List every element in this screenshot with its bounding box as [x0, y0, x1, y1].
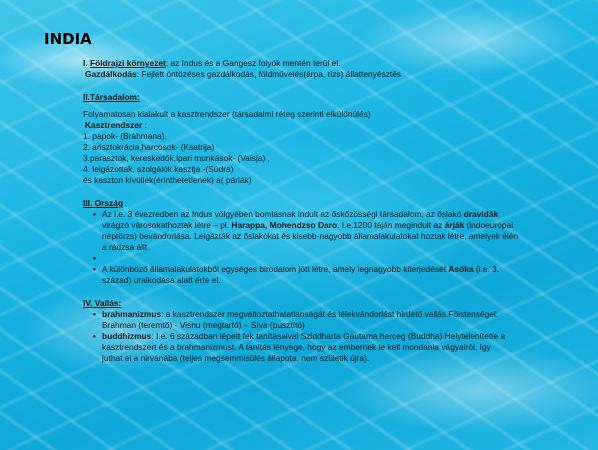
kaszt-label: Kasztrendszer — [85, 120, 143, 130]
list-item: • Az i.e. 3 évezredben az Indus völgyében bomlásnak indult az őskőzösségi társadalom, az őslakó dravidák virágzó városokathoztak létre – pl. Harappa, Mohendzso Daro. I.e.1200 táján megindult az árják (indoeurópai néptörzs) bevándorlása. Leigázták az őslakókat és kisebb-nagyobb államalakulatokat hoztak létre, amelyek élén a rádzsa állt. — [93, 209, 523, 253]
kaszt-item: 3.parasztok, kereskedők,ipari munkások- (Vaisja) , — [83, 153, 270, 163]
kaszt-colon: : — [142, 120, 147, 130]
section1-number: I. — [83, 58, 88, 68]
kaszt-item: 4. leigázottak, szolgálók kasztja -(Súdra) — [83, 164, 234, 174]
geo-text: : az Indus és a Gangesz folyók mentén terül el. — [165, 58, 341, 68]
religion-list — [83, 309, 513, 364]
slide-content — [83, 58, 543, 364]
econ-label: Gazdálkodás — [85, 69, 137, 79]
page-title: INDIA — [44, 30, 92, 48]
kaszt-item: és kaszton kívüliek(érinthetetlenek) a( páriák) — [83, 175, 252, 185]
section3-heading: III. Ország — [83, 198, 124, 208]
section2-heading: II.Társadalom: — [83, 92, 140, 102]
list-item: • A különböző államalakulatokból egységes birodalom jött létre, amely legnagyobb kiterjedését Asóka (i.e. 3. század) uralkodása alatt érte el. — [93, 264, 523, 286]
kaszt-line — [83, 120, 543, 131]
list-item: • buddhizmus: I.e. 6 században lépett fek tanításaival Sziddharta Gautama herceg (Buddha).Helytelenítette a kasztrendszert és a brahmanizmust. A tanítás lényege, hogy az embernek le kell mondania vágyairól, így juthat el a nirvánába (teljes megsemmisülés állapota, nem születik újra). — [93, 331, 513, 364]
list-item: • brahmanizmus: a kasztrendszer megváltoztathatatlanságát és lélekvándorlást hirdető vallás.Főistenségei: Brahman (teremtő) - Visnu (megtartó) – Síva (pusztító) — [93, 309, 513, 331]
list-item-empty — [93, 253, 523, 264]
geo-label: Földrajzi környezet — [89, 58, 166, 68]
society-intro: Folyamatosan kialakult a kasztrendszer (társadalmi réteg szerinti elkülönülés) — [83, 109, 371, 119]
econ-text: : Fejlett öntözéses gazdálkodás, földművelés(árpa, rizs) állattenyésztés — [136, 69, 402, 79]
kaszt-item: 1. papok- (Bráhmana), — [83, 131, 167, 141]
country-list — [83, 209, 523, 286]
section4-heading: IV. Vallás: — [83, 298, 122, 308]
econ-line — [83, 69, 543, 80]
kaszt-item: 2. arisztokrácia,harcosok- (Ksatrija) — [83, 142, 215, 152]
geo-line — [83, 58, 543, 69]
